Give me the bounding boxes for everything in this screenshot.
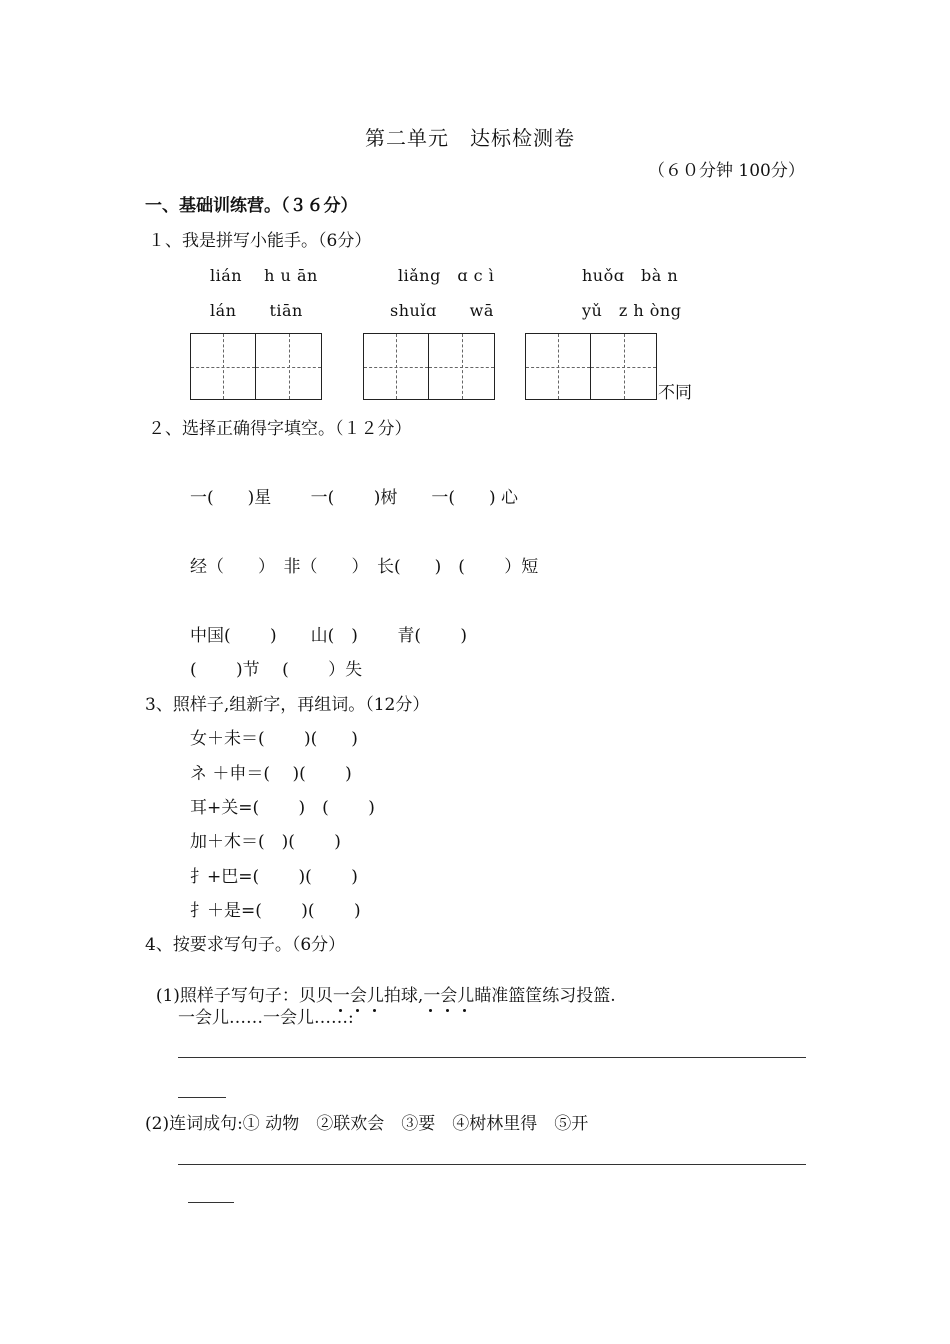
pinyin: lián h u ān — [210, 266, 318, 285]
emphasis-text: 一会儿 — [332, 986, 384, 1006]
writing-cell[interactable] — [526, 334, 591, 399]
example-pattern: 一会儿……一会儿……: — [178, 1008, 354, 1028]
answer-line[interactable] — [178, 1164, 806, 1165]
answer-line[interactable] — [178, 1057, 806, 1058]
writing-cell[interactable] — [191, 334, 256, 399]
trailing-text: 不同 — [658, 383, 692, 403]
compose-line: 加＋木＝( )( ) — [190, 832, 341, 852]
q1-prompt: １、我是拼写小能手。（6分） — [148, 231, 372, 251]
sub1-text: 瞄准篮筐练习投篮. — [474, 986, 616, 1006]
writing-cell[interactable] — [364, 334, 429, 399]
writing-cell[interactable] — [256, 334, 321, 399]
emphasis-text: 一会儿 — [423, 986, 475, 1006]
fill-blank-line: 一( )星 一( )树 一( ) 心 — [190, 488, 519, 508]
writing-cell[interactable] — [591, 334, 656, 399]
emphasis-word — [333, 986, 384, 1006]
sub1-text: 拍球, — [383, 986, 424, 1006]
fill-blank-line: 中国( ) 山( ) 青( ) — [190, 626, 468, 646]
pinyin: huǒɑ bà n — [582, 266, 679, 285]
compose-line: 扌＋是=( )( ) — [190, 901, 361, 921]
q4-sub1 — [145, 971, 616, 1005]
q4-sub2: (2)连词成句:① 动物 ②联欢会 ③要 ④树林里得 ⑤开 — [145, 1114, 589, 1134]
tianzige-box[interactable] — [363, 333, 495, 400]
q3-prompt: 3、照样子,组新字，再组词。（12分） — [145, 695, 430, 715]
q2-prompt: ２、选择正确得字填空。（１２分） — [148, 419, 412, 439]
pinyin: shuǐɑ wā — [390, 301, 494, 320]
compose-line: ネ ＋申＝( )( ) — [190, 764, 352, 784]
pinyin: yǔ z h òng — [582, 301, 682, 320]
q4-prompt: 4、按要求写句子。（6分） — [145, 935, 346, 955]
pinyin: lán tiān — [210, 301, 303, 320]
sub1-text: (1)照样子写句子：贝贝 — [155, 986, 333, 1006]
emphasis-word — [423, 986, 474, 1006]
section-heading: 一、基础训练营。（３６分） — [145, 196, 358, 216]
page-title: 第二单元 达标检测卷 — [365, 126, 575, 150]
compose-line: 女＋未＝( )( ) — [190, 729, 358, 749]
answer-line[interactable] — [178, 1097, 226, 1098]
tianzige-box[interactable] — [190, 333, 322, 400]
time-score: （６０分钟 100分） — [648, 161, 805, 181]
fill-blank-line: ( )节 ( ）失 — [190, 660, 363, 680]
tianzige-box[interactable] — [525, 333, 657, 400]
answer-line[interactable] — [188, 1202, 234, 1203]
fill-blank-line: 经（ ） 非（ ） 长( ) ( ）短 — [190, 557, 539, 577]
writing-cell[interactable] — [429, 334, 494, 399]
pinyin: liǎng ɑ c ì — [398, 266, 495, 285]
compose-line: 扌+巴=( )( ) — [190, 867, 358, 887]
compose-line: 耳+关=( ) ( ) — [190, 798, 375, 818]
